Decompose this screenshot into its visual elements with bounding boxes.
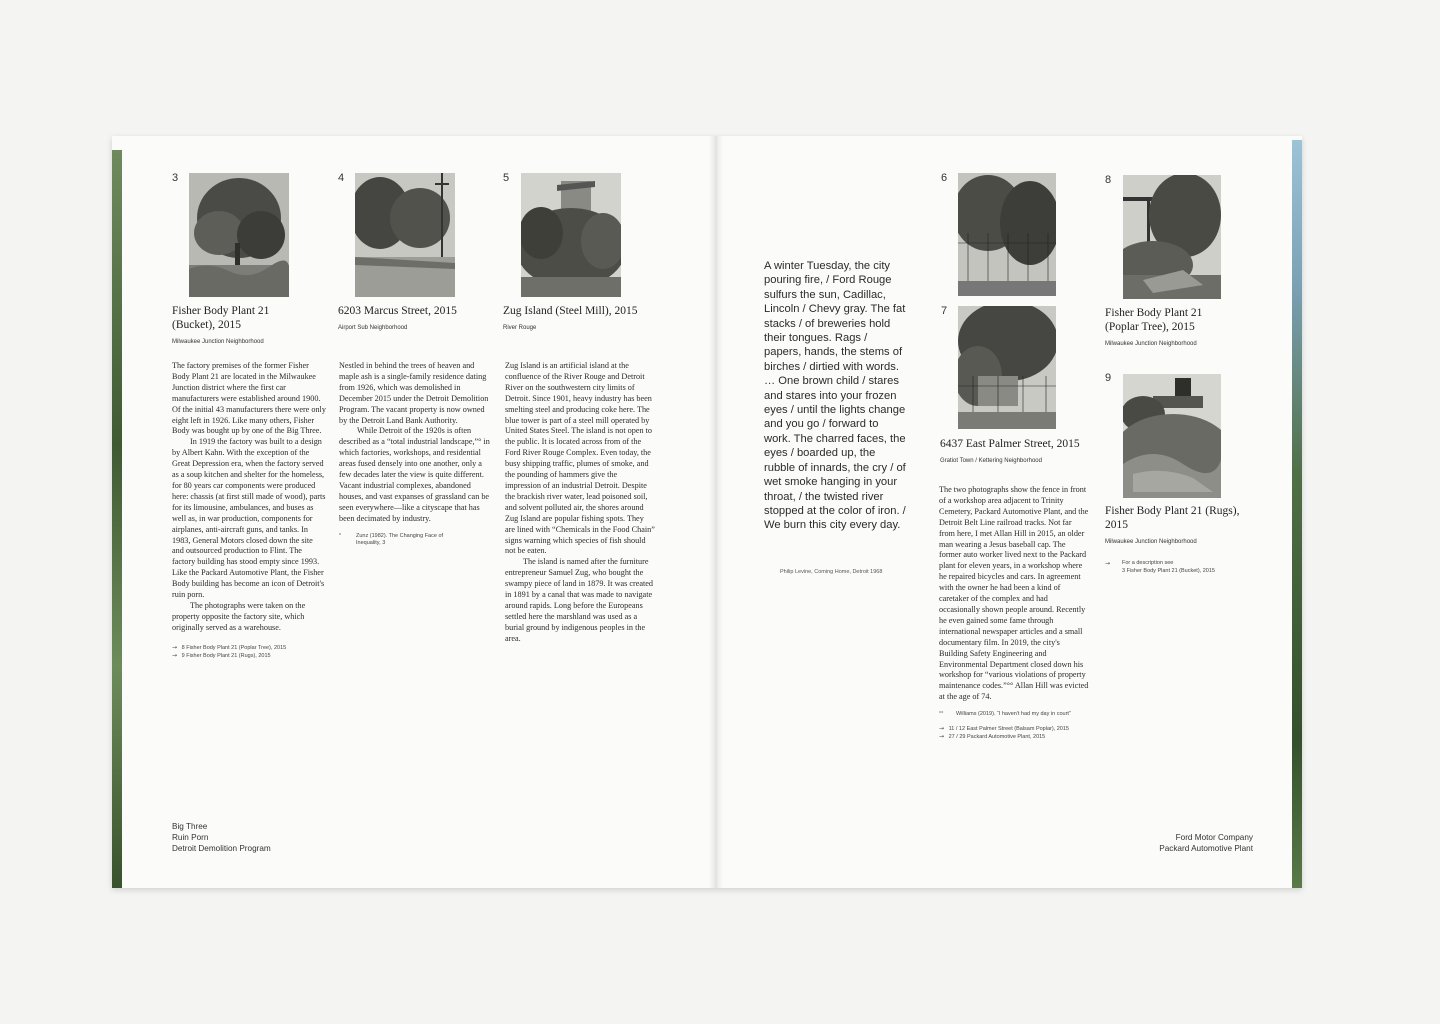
text-column-marcus-street: Nestled in behind the trees of heaven and maple ash is a single-family residence dating from 1926, which was demolished in December 2015 under the Detroit Demolition Program. The vacant property is now owned by the Detroit Land Bank Authority. While Detroit of the 1920s is often described as a “total industrial landscape,”° in which factories, workshops, and residential areas fused densely into one another, only a few decades later the view is quite different. Vacant industrial complexes, abandoned houses, and vast expanses of grassland can be seen everywhere—like a cityscape that has been decimated by industry. ° Zunz (1982). The Changing Face of Inequality, 3: [339, 361, 490, 547]
figure-location: Airport Sub Neighborhood: [338, 325, 408, 331]
photo-zug-island: [521, 173, 621, 297]
cross-reference: → 11 / 12 East Palmer Street (Balsam Poplar), 2015: [939, 724, 1069, 732]
figure-caption-6-7: 6437 East Palmer Street, 2015 Gratiot Town / Kettering Neighborhood: [940, 437, 1090, 468]
right-cover-edge: [1292, 140, 1302, 888]
photo-east-palmer-fence-1: [958, 173, 1056, 296]
figure-caption-9: Fisher Body Plant 21 (Rugs), 2015 Milwaukee Junction Neighborhood: [1105, 504, 1265, 549]
keyword-tags-left: Big Three Ruin Porn Detroit Demolition Program: [172, 822, 271, 853]
figure-caption-3: Fisher Body Plant 21 (Bucket), 2015 Milwaukee Junction Neighborhood: [172, 304, 312, 349]
left-cover-edge: [112, 150, 122, 888]
figure-caption-8: Fisher Body Plant 21 (Poplar Tree), 2015 Milwaukee Junction Neighborhood: [1105, 306, 1255, 351]
book-gutter: [709, 136, 723, 888]
poem-quote: A winter Tuesday, the city pouring fire, / Ford Rouge sulfurs the sun, Cadillac, Lincoln / Chevy gray. The fat stacks / of breweries hold their tongues. Rags / papers, hands, the stems of birches / dirtied with words. … One brown child / stares and stares into your frozen eyes / until the lights change and you go / forward to work. The charred faces, the eyes / boarded up, the rubble of innards, the cry / of wet smoke hanging in your throat, / the twisted river stopped at the color of iron. / We burn this city every day.: [764, 260, 906, 532]
cross-reference: → 8 Fisher Body Plant 21 (Poplar Tree), 2015: [172, 643, 287, 651]
text-column-zug-island: Zug Island is an artificial island at the confluence of the River Rouge and Detroit River on the southwestern city limits of Detroit. Since 1901, heavy industry has been smelting steel and producing coke here. The blue tower is part of a steel mill operated by United States Steel. The island is not open to the public. It is located across from of the Ford River Rouge Complex. Even today, the busy shipping traffic, plumes of smoke, and the pounding of hammers give the impression of an industrial Detroit. Despite the brackish river water, lead poisoned soil, and solvent polluted air, the shores around Zug Island are popular fishing spots. They are lined with “Chemicals in the Food Chain” signs warning which species of fish should not be eaten. The island is named after the furniture entrepreneur Samuel Zug, who bought the swampy piece of land in 1879. It was created in 1891 by a canal that was made to navigate around rapids. Long before the Europeans settled here the marshland was used as a burial ground by indigenous peoples in the area.: [505, 361, 655, 643]
figure-location: Gratiot Town / Kettering Neighborhood: [940, 458, 1042, 464]
photo-fisher-body-poplar: [1123, 175, 1221, 299]
figure-caption-5: Zug Island (Steel Mill), 2015 River Rouge: [503, 304, 663, 335]
figure-location: Milwaukee Junction Neighborhood: [172, 339, 264, 345]
photo-marcus-street: [355, 173, 455, 297]
figure-number: 9: [1105, 372, 1112, 384]
photo-fisher-body-rugs: [1123, 374, 1221, 498]
cross-reference: → 9 Fisher Body Plant 21 (Rugs), 2015: [172, 652, 271, 660]
figure-caption-4: 6203 Marcus Street, 2015 Airport Sub Neighborhood: [338, 304, 488, 335]
figure-number: 8: [1105, 174, 1112, 186]
photo-fisher-body-bucket: [189, 173, 289, 297]
figure-location: Milwaukee Junction Neighborhood: [1105, 341, 1197, 347]
figure-number: 7: [941, 305, 948, 317]
footnote: °° Williams (2019). “I haven't had my day in court”: [939, 711, 1071, 718]
figure-number: 4: [338, 172, 345, 184]
figure-number: 3: [172, 172, 179, 184]
figure-location: Milwaukee Junction Neighborhood: [1105, 539, 1197, 545]
poem-credit: Philip Levine, Coming Home, Detroit 1968: [780, 569, 883, 575]
figure-location: River Rouge: [503, 325, 537, 331]
keyword-tags-right: Ford Motor Company Packard Automotive Plant: [1159, 833, 1253, 853]
figure-number: 5: [503, 172, 510, 184]
cross-reference: → 27 / 29 Packard Automotive Plant, 2015: [939, 733, 1046, 741]
figure-number: 6: [941, 172, 948, 184]
text-column-fisher-body: The factory premises of the former Fisher Body Plant 21 are located in the Milwaukee Junction district where the first car manufacturers were established around 1900. Of the initial 43 manufacturers there were only eight left in 1926. Like many others, Fisher Body was bought up by one of the Big Three. In 1919 the factory was built to a design by Albert Kahn. With the exception of the Great Depression era, when the factory served as a soup kitchen and shelter for the homeless, for 80 years car components were produced here: chassis (at first still made of wood), parts for its limousine, ambulances, and buses as well as, in war production, components for airplanes, anti-aircraft guns, and tanks. In 1983, General Motors closed down the site and outsourced production to Flint. The factory building has stood empty since 1993. Like the Packard Automotive Plant, the Fisher Body building has become an icon of Detroit's ruin porn. The photographs were taken on the property opposite the factory site, which originally served as a warehouse. → 8 Fisher Body Plant 21 (Poplar Tree), 2015 → 9 Fisher Body Plant 21 (Rugs), 2015: [172, 361, 326, 660]
cross-reference-9: → For a description see 3 Fisher Body Plant 21 (Bucket), 2015: [1105, 560, 1215, 574]
text-column-east-palmer: The two photographs show the fence in front of a workshop area adjacent to Trinity Cemetery, Packard Automotive Plant, and the Detroit Belt Line railroad tracks. Not far from here, I met Allan Hill in 2015, an older man wearing a Jesus baseball cap. The former auto worker lived next to the Packard plant for eleven years, in a workshop where he repaired bicycles and cars. In agreement with the owner he had been a kind of caretaker of the complex and had occasionally shown people around. Recently he even gained some fame through international newspaper articles and a small documentary film. In 2019, the city's Building Safety Engineering and Environmental Department closed down his workshop for “various violations of property maintenance codes.”°° Allan Hill was evicted at the age of 74. °° Williams (2019). “I haven't had my day in court” → 11 / 12 East Palmer Street (Balsam Poplar), 2015 → 27 / 29 Packard Automotive Plant, 2015: [939, 485, 1089, 741]
footnote: ° Zunz (1982). The Changing Face of Inequality, 3: [339, 532, 444, 547]
photo-east-palmer-fence-2: [958, 306, 1056, 429]
